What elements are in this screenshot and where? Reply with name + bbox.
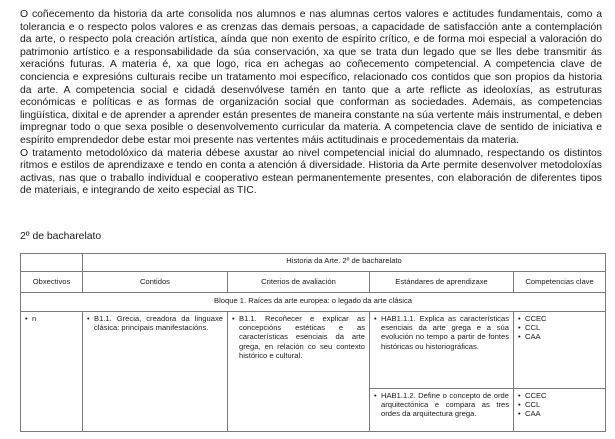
header-standards: Estándares de aprendizaxe [370, 272, 514, 293]
header-objectives: Obxectivos [21, 272, 83, 293]
intro-paragraph-1: O coñecemento da historia da arte consolida nos alumnos e nas alumnas certos valores e actitudes fundamentais, como a tolerancia e o respecto polos valores e as crenzas das demais persoas, a capacidade de satisfacción ante a contemplación da arte, o respecto pola creación artística, aínda que non exento de espírito crítico, e de forma moi especial a valoración do patrimonio artístico e a responsabilidade da súa conservación, xa que se trata dun legado que se lles debe transmitir ás xeracións futuras. A materia é, xa que logo, rica en achegas ao coñecemento competencial. A competencia clave de conciencia e expresións culturais recibe un tratamento moi específico, relacionado cos contidos que son propios da historia da arte. A competencia social e cidadá desenvólvese tamén en tanto que a arte reflicte as ideoloxías, as estruturas económicas e políticas e as formas de organización social que conforman as sociedades. Ademais, as competencias lingüística, dixital e de aprender a aprender están presentes de maneira constante na súa vertente máis instrumental, e deben impregnar todo o que sexa posible o desenvolvemento curricular da materia. A competencia clave de sentido de iniciativa e espírito emprendedor debe estar moi presente nas vertentes máis actitudinais e procedementais da materia. [20, 9, 602, 146]
table-title: Historia da Arte. 2º de bacharelato [83, 254, 606, 272]
competence-item: • CCL [518, 323, 601, 332]
section-heading: 2º de bacharelato [20, 231, 102, 242]
content-cell [83, 312, 228, 432]
competences-cell [514, 312, 606, 389]
competence-item: • CCEC [518, 314, 601, 323]
header-contents: Contidos [83, 272, 228, 293]
intro-text [20, 9, 602, 198]
competence-item: • CCEC [518, 391, 601, 400]
header-competences: Competencias clave [514, 272, 606, 293]
content-item: • B1.1. Grecia, creadora da linguaxe clásica: principais manifestacións. [87, 314, 223, 332]
standard-item: • HAB1.1.1. Explica as características esenciais da arte grega e a súa evolución no tempo a partir de fontes históricas ou historiográficas. [374, 314, 509, 351]
objective-item: • n [25, 314, 78, 323]
criterion-cell [228, 312, 370, 432]
standard-item: • HAB1.1.2. Define o concepto de orde arquitectónica e compara as tres ordes da arquitectura grega. [374, 391, 509, 419]
competence-item: • CAA [518, 409, 601, 418]
curriculum-table [20, 253, 606, 432]
standard-cell [370, 389, 514, 432]
objective-cell [21, 312, 83, 432]
criterion-item: • B1.1. Recoñecer e explicar as concepcións estéticas e as características esenciais da arte grega, en relación co seu contexto histórico e cultural. [232, 314, 365, 360]
table-title-spacer [21, 254, 83, 272]
intro-paragraph-2: O tratamento metodolóxico da materia débese axustar ao nivel competencial inicial do alumnado, respectando os distintos ritmos e estilos de aprendizaxe e tendo en conta a atención á diversidade. Historia da Arte permite desenvolver metodoloxías activas, nas que o traballo individual e cooperativo estean permanentemente presentes, con elaboración de diferentes tipos de materiais, e integrando de xeito especial as TIC. [20, 147, 602, 197]
header-criteria: Criterios de avaliación [228, 272, 370, 293]
standard-cell [370, 312, 514, 389]
block-title: Bloque 1. Raíces da arte europea: o legado da arte clásica [21, 293, 606, 312]
competence-item: • CCL [518, 400, 601, 409]
competences-cell [514, 389, 606, 432]
table-row [21, 312, 606, 389]
competence-item: • CAA [518, 332, 601, 341]
